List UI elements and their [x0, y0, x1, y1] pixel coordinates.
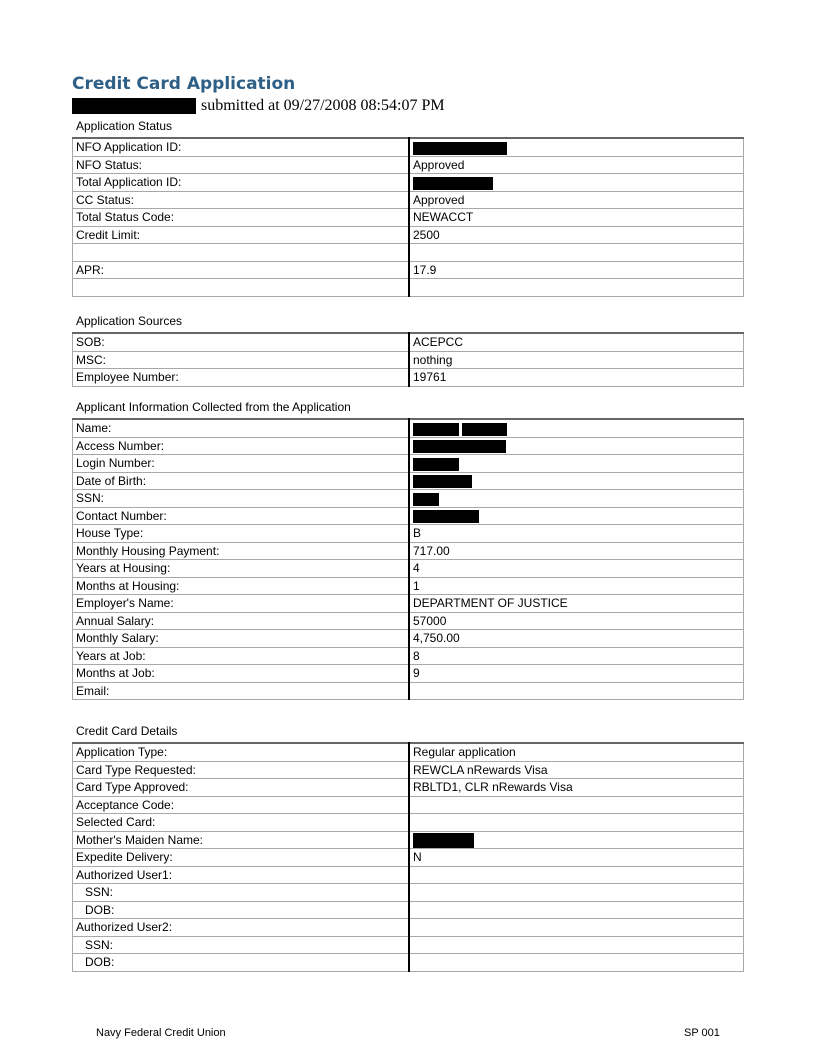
- row-label: Email:: [73, 682, 410, 700]
- row-label: Months at Housing:: [73, 577, 410, 595]
- table-row: [73, 369, 744, 387]
- row-label: [73, 244, 410, 262]
- table-row: [73, 333, 744, 351]
- row-label: NFO Status:: [73, 156, 410, 174]
- table-row: [73, 849, 744, 867]
- table-row: [73, 261, 744, 279]
- row-value: [409, 884, 744, 902]
- table-row: [73, 525, 744, 543]
- table-row: [73, 490, 744, 508]
- row-value: Approved: [409, 191, 744, 209]
- row-value: [409, 901, 744, 919]
- table-row: [73, 351, 744, 369]
- row-label: NFO Application ID:: [73, 138, 410, 156]
- row-value: [409, 682, 744, 700]
- row-value: ACEPCC: [409, 333, 744, 351]
- table-row: [73, 866, 744, 884]
- row-value: [409, 796, 744, 814]
- section-title-application-sources: Application Sources: [76, 314, 183, 328]
- row-label: Selected Card:: [73, 814, 410, 832]
- row-value: Approved: [409, 156, 744, 174]
- row-value: NEWACCT: [409, 209, 744, 227]
- table-row: [73, 743, 744, 761]
- row-label: Authorized User1:: [73, 866, 410, 884]
- row-label: Years at Job:: [73, 647, 410, 665]
- row-label: Access Number:: [73, 437, 410, 455]
- row-label: Monthly Housing Payment:: [73, 542, 410, 560]
- row-value: [409, 419, 744, 437]
- table-row: [73, 884, 744, 902]
- row-label: Employer's Name:: [73, 595, 410, 613]
- redacted-applicant-name: [72, 98, 196, 114]
- row-value: [409, 472, 744, 490]
- table-row: [73, 472, 744, 490]
- row-value: [409, 138, 744, 156]
- row-value: 17.9: [409, 261, 744, 279]
- table-row: [73, 647, 744, 665]
- row-label: SSN:: [73, 490, 410, 508]
- footer-organization: Navy Federal Credit Union: [96, 1027, 226, 1039]
- table-row: [73, 174, 744, 192]
- redacted-login-number: [413, 458, 459, 471]
- row-label: Login Number:: [73, 455, 410, 473]
- table-row: [73, 612, 744, 630]
- table-row: [73, 577, 744, 595]
- row-label: Application Type:: [73, 743, 410, 761]
- row-label: House Type:: [73, 525, 410, 543]
- redacted-ssn: [413, 493, 439, 506]
- submission-line: [72, 97, 445, 115]
- table-row: [73, 814, 744, 832]
- table-row: [73, 560, 744, 578]
- redacted-total-application-id: [413, 177, 493, 190]
- row-value: Regular application: [409, 743, 744, 761]
- row-value: 57000: [409, 612, 744, 630]
- table-row: [73, 779, 744, 797]
- redacted-mothers-maiden-name: [413, 833, 474, 848]
- table-row: [73, 761, 744, 779]
- row-value: 8: [409, 647, 744, 665]
- table-row: [73, 138, 744, 156]
- row-label: DOB:: [73, 954, 410, 972]
- row-label: Total Status Code:: [73, 209, 410, 227]
- row-label: SSN:: [73, 936, 410, 954]
- redacted-last-name: [462, 423, 507, 436]
- row-value: [409, 919, 744, 937]
- row-label: Years at Housing:: [73, 560, 410, 578]
- row-label: DOB:: [73, 901, 410, 919]
- row-value: RBLTD1, CLR nRewards Visa: [409, 779, 744, 797]
- section-title-applicant-information: Applicant Information Collected from the Application: [76, 400, 351, 414]
- row-value: 2500: [409, 226, 744, 244]
- row-value: [409, 866, 744, 884]
- table-row: [73, 419, 744, 437]
- row-label: Total Application ID:: [73, 174, 410, 192]
- row-value: [409, 831, 744, 849]
- row-label: SOB:: [73, 333, 410, 351]
- table-row: [73, 901, 744, 919]
- row-value: 717.00: [409, 542, 744, 560]
- table-row: [73, 831, 744, 849]
- row-label: Card Type Approved:: [73, 779, 410, 797]
- row-value: [409, 455, 744, 473]
- row-label: Contact Number:: [73, 507, 410, 525]
- row-label: Employee Number:: [73, 369, 410, 387]
- row-value: [409, 507, 744, 525]
- row-value: [409, 174, 744, 192]
- row-value: REWCLA nRewards Visa: [409, 761, 744, 779]
- table-row: [73, 936, 744, 954]
- table-row: [73, 595, 744, 613]
- row-value: [409, 244, 744, 262]
- row-label: Acceptance Code:: [73, 796, 410, 814]
- row-value: [409, 437, 744, 455]
- table-row: [73, 455, 744, 473]
- row-value: 9: [409, 665, 744, 683]
- table-row: [73, 437, 744, 455]
- table-row: [73, 279, 744, 297]
- row-label: Credit Limit:: [73, 226, 410, 244]
- row-label: APR:: [73, 261, 410, 279]
- table-row: [73, 919, 744, 937]
- row-value: 1: [409, 577, 744, 595]
- row-value: [409, 490, 744, 508]
- row-label: Mother's Maiden Name:: [73, 831, 410, 849]
- row-value: B: [409, 525, 744, 543]
- table-row: [73, 630, 744, 648]
- row-value: [409, 936, 744, 954]
- row-label: Date of Birth:: [73, 472, 410, 490]
- row-label: Monthly Salary:: [73, 630, 410, 648]
- credit-card-details-table: [72, 742, 744, 972]
- redacted-access-number: [413, 440, 506, 453]
- redacted-first-name: [413, 423, 459, 436]
- redacted-date-of-birth: [413, 475, 472, 488]
- redacted-nfo-application-id: [413, 142, 507, 155]
- table-row: [73, 209, 744, 227]
- row-label: SSN:: [73, 884, 410, 902]
- table-row: [73, 796, 744, 814]
- row-label: Expedite Delivery:: [73, 849, 410, 867]
- row-label: Name:: [73, 419, 410, 437]
- table-row: [73, 665, 744, 683]
- application-sources-table: [72, 332, 744, 387]
- row-value: [409, 279, 744, 297]
- row-label: MSC:: [73, 351, 410, 369]
- row-value: N: [409, 849, 744, 867]
- table-row: [73, 226, 744, 244]
- section-title-application-status: Application Status: [76, 119, 173, 133]
- applicant-information-table: [72, 418, 744, 700]
- submitted-timestamp: submitted at 09/27/2008 08:54:07 PM: [201, 97, 445, 114]
- table-row: [73, 244, 744, 262]
- section-title-credit-card-details: Credit Card Details: [76, 724, 178, 738]
- row-value: [409, 954, 744, 972]
- row-value: 4,750.00: [409, 630, 744, 648]
- page-title: Credit Card Application: [72, 74, 296, 94]
- row-value: 19761: [409, 369, 744, 387]
- row-value: nothing: [409, 351, 744, 369]
- table-row: [73, 507, 744, 525]
- row-label: Months at Job:: [73, 665, 410, 683]
- row-value: 4: [409, 560, 744, 578]
- row-label: Annual Salary:: [73, 612, 410, 630]
- application-status-table: [72, 137, 744, 297]
- table-row: [73, 954, 744, 972]
- row-label: Authorized User2:: [73, 919, 410, 937]
- table-row: [73, 191, 744, 209]
- footer-page-code: SP 001: [684, 1027, 720, 1039]
- row-label: [73, 279, 410, 297]
- table-row: [73, 682, 744, 700]
- table-row: [73, 542, 744, 560]
- row-value: [409, 814, 744, 832]
- row-value: DEPARTMENT OF JUSTICE: [409, 595, 744, 613]
- redacted-contact-number: [413, 510, 479, 523]
- row-label: CC Status:: [73, 191, 410, 209]
- row-label: Card Type Requested:: [73, 761, 410, 779]
- table-row: [73, 156, 744, 174]
